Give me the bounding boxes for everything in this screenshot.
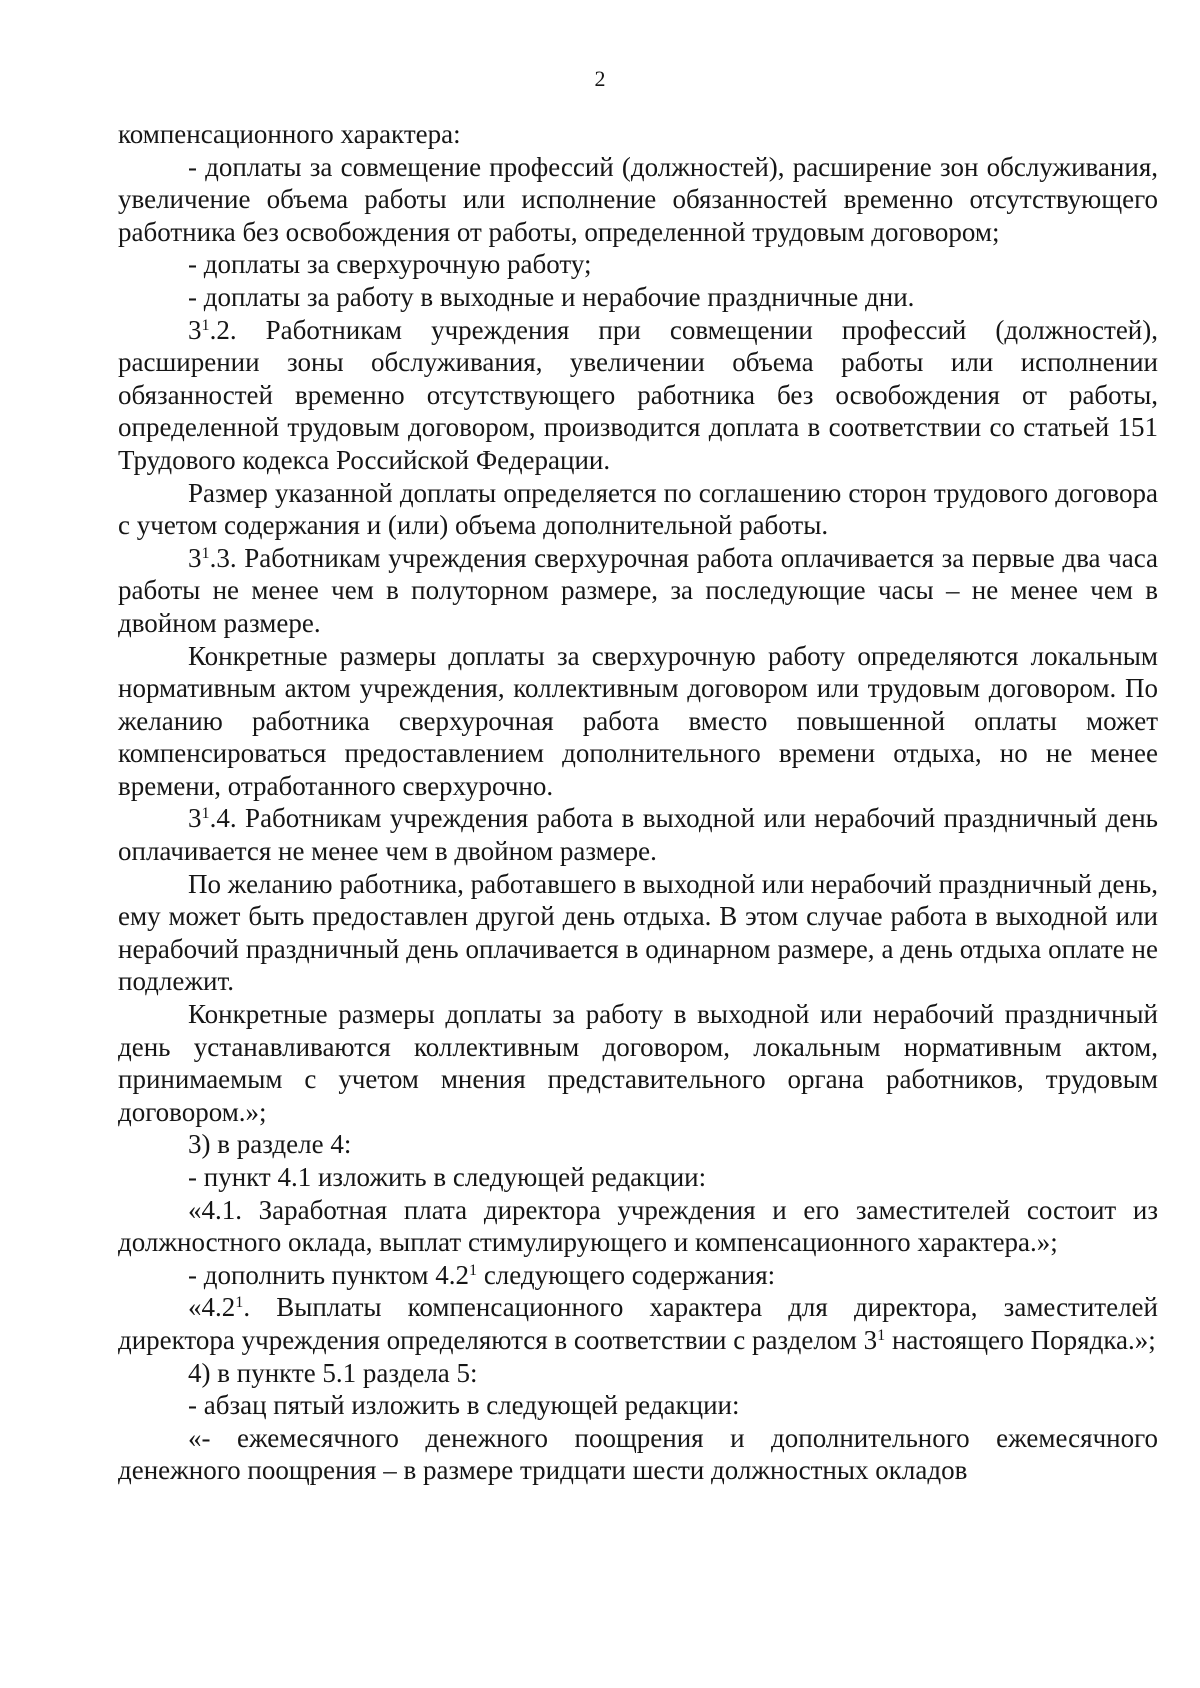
paragraph: 3) в разделе 4:: [188, 1129, 352, 1160]
paragraph: Конкретные размеры доплаты за работу в выходной или нерабочий праздничный день устанавливаются коллективным договором, локальным нормативным актом, принимаемым с учетом мнения представительного органа работников, трудовым договором.»;: [118, 999, 1158, 1127]
paragraph: - абзац пятый изложить в следующей редакции:: [188, 1390, 740, 1421]
paragraph: - доплаты за сверхурочную работу;: [188, 249, 592, 280]
document-body: [118, 118, 1158, 1487]
paragraph: $3^1.3$. Работникам учреждения сверхурочная работа оплачивается за первые два часа работы не менее чем в полуторном размере, за последующие часы – не менее чем в двойном размере.: [118, 542, 1158, 638]
paragraph: $3^1.2$. Работникам учреждения при совмещении профессий (должностей), расширении зоны обслуживания, увеличении объема работы или исполнении обязанностей временно отсутствующего работника без освобождения от работы, определенной трудовым договором, производится доплата в соответствии со статьей 151 Трудового кодекса Российской Федерации.: [118, 314, 1158, 475]
paragraph: Размер указанной доплаты определяется по соглашению сторон трудового договора с учетом содержания и (или) объема дополнительной работы.: [118, 477, 1158, 541]
page-number: 2: [594, 66, 606, 91]
paragraph: - пункт 4.1 изложить в следующей редакции:: [188, 1162, 707, 1192]
paragraph: «4.1. Заработная плата директора учреждения и его заместителей состоит из должностного оклада, выплат стимулирующего и компенсационного характера.»;: [118, 1194, 1158, 1258]
paragraph: $3^1.4$. Работникам учреждения работа в выходной или нерабочий праздничный день оплачивается не менее чем в двойном размере.: [118, 803, 1158, 867]
paragraph: компенсационного характера:: [118, 119, 461, 149]
paragraph: «- ежемесячного денежного поощрения и дополнительного ежемесячного денежного поощрения – в размере тридцати шести должностных окладов: [118, 1422, 1158, 1486]
paragraph: 4) в пункте 5.1 раздела 5:: [188, 1357, 478, 1388]
paragraph: Конкретные размеры доплаты за сверхурочную работу определяются локальным нормативным актом учреждения, коллективным договором или трудовым договором. По желанию работника сверхурочная работа вместо повышенной оплаты может компенсироваться предоставлением дополнительного времени отдыха, но не менее времени, отработанного сверхурочно.: [118, 640, 1158, 801]
paragraph: - дополнить пунктом $4.2^1$ следующего содержания:: [188, 1259, 776, 1290]
paragraph: По желанию работника, работавшего в выходной или нерабочий праздничный день, ему может быть предоставлен другой день отдыха. В этом случае работа в выходной или нерабочий праздничный день оплачивается в одинарном размере, а день отдыха оплате не подлежит.: [118, 868, 1158, 997]
paragraph: «$4.2^1$. Выплаты компенсационного характера для директора, заместителей директора учреждения определяются в соответствии с разделом $3^1$ настоящего Порядка.»;: [118, 1292, 1158, 1355]
paragraph: - доплаты за совмещение профессий (должностей), расширение зон обслуживания, увеличение объема работы или исполнение обязанностей временно отсутствующего работника без освобождения от работы, определенной трудовым договором;: [118, 151, 1158, 247]
paragraph: - доплаты за работу в выходные и нерабочие праздничные дни.: [188, 281, 915, 312]
